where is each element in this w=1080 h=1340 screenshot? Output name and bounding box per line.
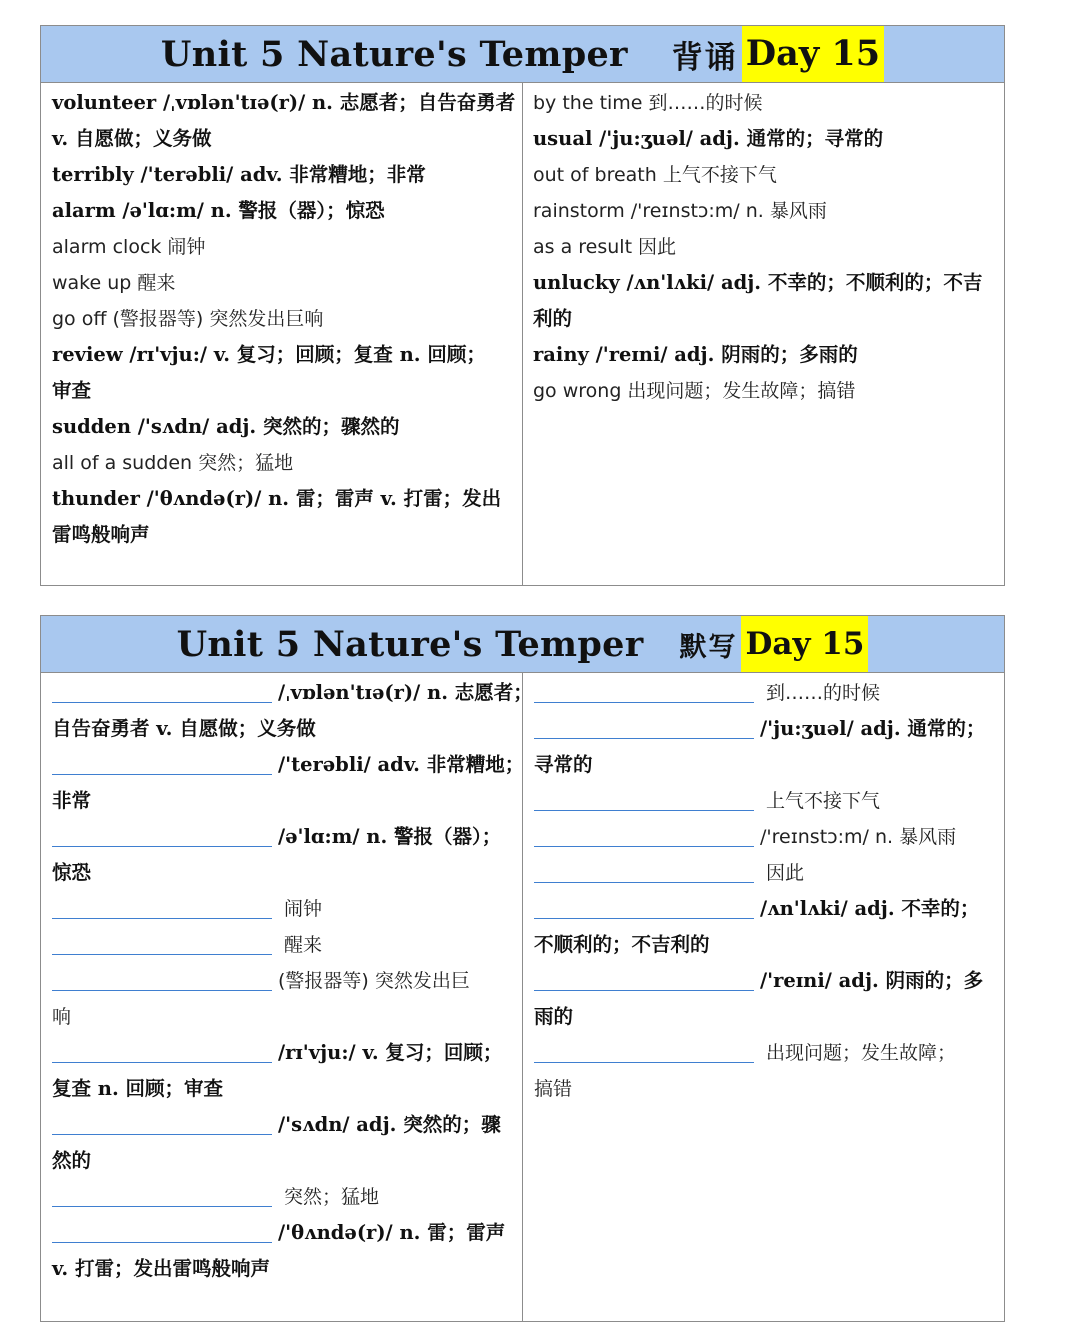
answer-blank[interactable]	[52, 1206, 272, 1207]
phrase-entry: as a result 因此	[533, 236, 677, 258]
vocab-entry: volunteer /ˌvɒlən'tɪə(r)/ n. 志愿者；自告奋勇者	[52, 91, 516, 114]
dictation-entry: 响	[52, 1006, 72, 1028]
dictation-right-column	[523, 673, 1004, 1321]
dictation-entry: /'θʌndə(r)/ n. 雷；雷声	[278, 1221, 506, 1244]
recite-right-column	[523, 83, 1004, 585]
dictation-left-column	[41, 673, 533, 1321]
dictation-entry: 上气不接下气	[766, 790, 881, 812]
phrase-entry: out of breath 上气不接下气	[533, 164, 777, 186]
answer-blank[interactable]	[534, 702, 754, 703]
vocab-entry: rainstorm /'reɪnstɔ:m/ n. 暴风雨	[533, 200, 827, 222]
dictation-entry: /ˌvɒlən'tɪə(r)/ n. 志愿者；	[278, 681, 533, 704]
vocab-entry: unlucky /ʌn'lʌki/ adj. 不幸的；不顺利的；不吉	[533, 271, 983, 294]
dictation-card	[40, 615, 1005, 1322]
dictation-entry: /'terəbli/ adv. 非常糟地；	[278, 753, 525, 776]
answer-blank[interactable]	[52, 702, 272, 703]
dictation-entry: 出现问题；发生故障；	[766, 1042, 957, 1064]
answer-blank[interactable]	[534, 918, 754, 919]
dictation-entry: /'sʌdn/ adj. 突然的；骤	[278, 1113, 501, 1136]
answer-blank[interactable]	[52, 1062, 272, 1063]
answer-blank[interactable]	[534, 882, 754, 883]
phrase-entry: go wrong 出现问题；发生故障；搞错	[533, 380, 856, 402]
dictation-entry: /'ju:ʒuəl/ adj. 通常的；	[760, 717, 986, 740]
answer-blank[interactable]	[52, 1242, 272, 1243]
dictation-entry: 然的	[52, 1149, 92, 1172]
dictation-entry: /'reɪnstɔ:m/ n. 暴风雨	[760, 826, 957, 848]
vocab-entry: terribly /'terəbli/ adv. 非常糟地；非常	[52, 163, 426, 186]
phrase-entry: wake up 醒来	[52, 272, 176, 294]
phrase-entry: alarm clock 闹钟	[52, 236, 206, 258]
recite-left-column	[41, 83, 523, 585]
dictation-day-badge: Day 15	[741, 616, 868, 672]
answer-blank[interactable]	[52, 990, 272, 991]
dictation-entry: 到……的时候	[766, 682, 881, 704]
vocab-entry: rainy /'reɪni/ adj. 阴雨的；多雨的	[533, 343, 858, 366]
dictation-entry: 寻常的	[534, 753, 593, 776]
vocab-entry: v. 自愿做；义务做	[52, 127, 212, 150]
answer-blank[interactable]	[52, 846, 272, 847]
dictation-entry: 惊恐	[52, 861, 92, 884]
answer-blank[interactable]	[534, 810, 754, 811]
vocab-entry: 利的	[533, 307, 573, 330]
vocab-entry: 雷鸣般响声	[52, 523, 150, 546]
dictation-entry: 醒来	[284, 934, 323, 956]
dictation-entry: 搞错	[534, 1078, 573, 1100]
dictation-entry: /rɪ'vju:/ v. 复习；回顾；	[278, 1041, 503, 1064]
dictation-entry: 自告奋勇者 v. 自愿做；义务做	[52, 717, 316, 740]
answer-blank[interactable]	[534, 846, 754, 847]
recite-day-badge: Day 15	[742, 26, 884, 82]
vocab-entry: sudden /'sʌdn/ adj. 突然的；骤然的	[52, 415, 400, 438]
dictation-entry: 闹钟	[284, 898, 323, 920]
answer-blank[interactable]	[52, 1134, 272, 1135]
answer-blank[interactable]	[534, 1062, 754, 1063]
dictation-entry: v. 打雷；发出雷鸣般响声	[52, 1257, 270, 1280]
phrase-entry: go off (警报器等) 突然发出巨响	[52, 308, 324, 330]
dictation-entry: (警报器等) 突然发出巨	[278, 970, 470, 992]
answer-blank[interactable]	[52, 918, 272, 919]
answer-blank[interactable]	[534, 990, 754, 991]
dictation-entry: /ʌn'lʌki/ adj. 不幸的；	[760, 897, 980, 920]
answer-blank[interactable]	[534, 738, 754, 739]
recite-mode: 背诵	[671, 39, 738, 76]
dictation-entry: 复查 n. 回顾；审查	[52, 1077, 224, 1100]
vocab-entry: review /rɪ'vju:/ v. 复习；回顾；复查 n. 回顾；	[52, 343, 486, 366]
phrase-entry: by the time 到……的时候	[533, 92, 763, 114]
vocab-entry: alarm /ə'lɑ:m/ n. 警报（器）；惊恐	[52, 199, 385, 222]
answer-blank[interactable]	[52, 774, 272, 775]
dictation-entry: /'reɪni/ adj. 阴雨的；多	[760, 969, 984, 992]
vocab-entry: 审查	[52, 379, 92, 402]
recite-header	[41, 26, 1004, 83]
vocab-entry: thunder /'θʌndə(r)/ n. 雷；雷声 v. 打雷；发出	[52, 487, 502, 510]
dictation-entry: 因此	[766, 862, 805, 884]
dictation-entry: 非常	[52, 789, 92, 812]
vocab-entry: usual /'ju:ʒuəl/ adj. 通常的；寻常的	[533, 127, 884, 150]
dictation-entry: /ə'lɑ:m/ n. 警报（器）；	[278, 825, 502, 848]
recite-title: Unit 5 Nature's Temper	[160, 33, 628, 75]
dictation-title: Unit 5 Nature's Temper	[176, 623, 644, 665]
recite-card	[40, 25, 1005, 586]
dictation-entry: 雨的	[534, 1005, 574, 1028]
dictation-entry: 不顺利的；不吉利的	[534, 933, 710, 956]
dictation-entry: 突然；猛地	[284, 1186, 380, 1208]
dictation-mode: 默写	[679, 631, 738, 663]
phrase-entry: all of a sudden 突然；猛地	[52, 452, 294, 474]
dictation-header	[41, 616, 1004, 673]
answer-blank[interactable]	[52, 954, 272, 955]
